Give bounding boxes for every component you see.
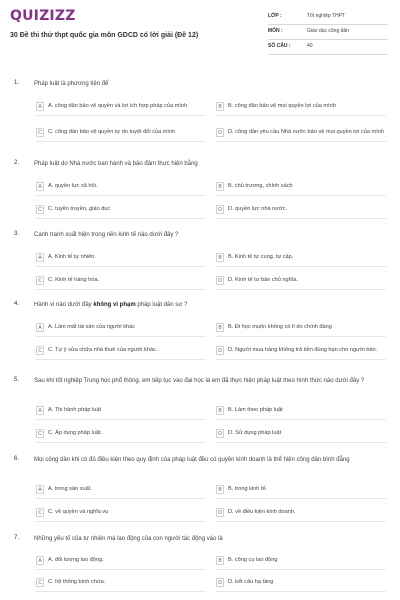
option-letter: B (216, 102, 224, 111)
option-c[interactable] (36, 574, 206, 592)
option-c[interactable] (36, 425, 206, 443)
option-letter: B (216, 182, 224, 191)
option-letter: C (36, 346, 44, 355)
question-number: 7. (14, 535, 20, 541)
meta-value: Giáo dục công dân (307, 28, 349, 34)
option-text: B. công cụ lao động (228, 556, 278, 563)
option-text: A. Thi hành pháp luật (48, 406, 102, 413)
option-c[interactable] (36, 504, 206, 522)
question-text-post: pháp luật dân sự ? (135, 302, 188, 308)
option-letter: C (36, 429, 44, 438)
option-letter: A (36, 253, 44, 262)
option-text: A. trong sản xuất. (48, 485, 92, 492)
meta-label: SỐ CÂU : (268, 43, 291, 49)
option-letter: D (216, 429, 224, 438)
question-header (14, 377, 384, 385)
option-c[interactable] (36, 124, 206, 142)
option-letter: B (216, 253, 224, 262)
option-b[interactable] (216, 319, 386, 337)
option-text: A. công dân bảo vệ quyền và lợi ích hợp pháp của mình (48, 102, 188, 109)
question-number: 2. (14, 160, 20, 166)
option-text: B. Đi học muộn không có lí do chính đáng (228, 323, 332, 330)
option-text: C. Kinh tế hàng hóa. (48, 276, 100, 283)
option-d[interactable] (216, 574, 386, 592)
option-letter: D (216, 205, 224, 214)
option-text: D. Kinh tế tư bản chủ nghĩa. (228, 276, 298, 283)
option-c[interactable] (36, 201, 206, 219)
question-header (14, 160, 384, 168)
question-number: 4. (14, 301, 20, 307)
option-text: A. Làm mất tài sản của người khác (48, 323, 136, 330)
option-letter: B (216, 323, 224, 332)
logo-text: QUIZIZZ (10, 8, 76, 24)
question-text: Cạnh tranh xuất hiện trong nền kinh tế nào dưới đây ? (34, 232, 179, 238)
option-letter: A (36, 485, 44, 494)
option-b[interactable] (216, 552, 386, 570)
option-letter: B (216, 556, 224, 565)
option-letter: D (216, 346, 224, 355)
question-text-pre: Hành vi nào dưới đây (34, 302, 94, 308)
option-text: C. công dân bảo vệ quyền tự do tuyệt đối của mình (48, 128, 176, 135)
option-letter: A (36, 556, 44, 565)
document-title: 30 Đề thi thử thpt quốc gia môn GDCD có lời giải (Đề 12) (10, 32, 199, 39)
option-d[interactable] (216, 124, 386, 142)
option-letter: C (36, 508, 44, 517)
question-text (34, 301, 384, 309)
option-b[interactable] (216, 178, 386, 196)
option-text: D. quyền lực nhà nước. (228, 205, 288, 212)
option-text: D. kết cấu hạ tầng (228, 578, 274, 585)
meta-panel (268, 10, 388, 55)
option-text: D. Sử dụng pháp luật (228, 429, 282, 436)
question-number: 6. (14, 456, 20, 462)
page-header (0, 0, 400, 62)
option-b[interactable] (216, 249, 386, 267)
option-text: C. hệ thống bình chứa. (48, 578, 106, 585)
question-text: Sau khi tốt nghiệp Trung học phổ thông, em tiếp tục vào đại học là em đã thực hiện pháp luật theo hình thức nào dưới đây ? (34, 378, 365, 384)
question-header (14, 80, 384, 88)
option-letter: C (36, 128, 44, 137)
option-b[interactable] (216, 98, 386, 116)
question-text-emphasis: không vi phạm (93, 302, 136, 308)
meta-label: MÔN : (268, 28, 283, 34)
question-header (14, 535, 384, 543)
option-text: C. tuyên truyền, giáo dục (48, 205, 111, 212)
question-number: 1. (14, 80, 20, 86)
option-text: B. Làm theo pháp luật (228, 406, 283, 413)
option-d[interactable] (216, 504, 386, 522)
option-text: B. Kinh tế tự cung, tự cấp. (228, 253, 294, 260)
option-text: C. về quyền và nghĩa vụ (48, 508, 109, 515)
meta-row-class (268, 10, 388, 25)
option-letter: A (36, 406, 44, 415)
option-letter: D (216, 276, 224, 285)
option-a[interactable] (36, 98, 206, 116)
question-header (14, 301, 384, 309)
question-number: 5. (14, 377, 20, 383)
option-text: D. Người mua hàng không trả tiền đúng hạn cho người bán. (228, 346, 378, 353)
option-a[interactable] (36, 402, 206, 420)
question-header (14, 456, 384, 464)
option-letter: A (36, 102, 44, 111)
meta-label: LỚP : (268, 13, 282, 19)
question-text: Những yếu tố của tự nhiên mà lao động của con người tác động vào là (34, 536, 223, 542)
option-text: C. Áp dụng pháp luật. (48, 429, 103, 436)
option-letter: B (216, 406, 224, 415)
option-letter: A (36, 182, 44, 191)
option-a[interactable] (36, 552, 206, 570)
option-a[interactable] (36, 319, 206, 337)
option-d[interactable] (216, 342, 386, 360)
option-letter: C (36, 276, 44, 285)
option-text: B. trong kinh tế. (228, 485, 268, 492)
option-letter: A (36, 323, 44, 332)
option-letter: B (216, 485, 224, 494)
option-c[interactable] (36, 342, 206, 360)
option-letter: C (36, 205, 44, 214)
question-text: Mọi công dân khi có đủ điều kiện theo quy định của pháp luật đều có quyền kinh doanh là thể hiện công dân bình đẳng (34, 457, 350, 463)
meta-row-subject (268, 25, 388, 40)
question-text: Pháp luật là phương tiện để (34, 81, 109, 87)
option-text: C. Tự ý sửa chữa nhà thuê của người khác. (48, 346, 158, 353)
meta-row-count (268, 40, 388, 55)
option-a[interactable] (36, 178, 206, 196)
question-number: 3. (14, 231, 20, 237)
option-text: B. công dân bảo vệ mọi quyền lợi của mình (228, 102, 336, 109)
option-text: A. đối tượng lao động. (48, 556, 104, 563)
option-text: A. Kinh tế tự nhiên. (48, 253, 96, 260)
quizizz-logo (10, 8, 76, 24)
option-a[interactable] (36, 481, 206, 499)
option-a[interactable] (36, 249, 206, 267)
option-b[interactable] (216, 402, 386, 420)
option-letter: D (216, 578, 224, 587)
option-text: A. quyền lực xã hội. (48, 182, 98, 189)
question-text: Pháp luật do Nhà nước ban hành và bảo đảm thực hiện bằng (34, 161, 198, 167)
option-text: D. công dân yêu cầu Nhà nước bảo vệ mọi quyền lợi của mình (228, 128, 384, 135)
option-d[interactable] (216, 272, 386, 290)
option-text: B. chủ trương, chính sách (228, 182, 293, 189)
question-header (14, 231, 384, 239)
option-b[interactable] (216, 481, 386, 499)
option-letter: C (36, 578, 44, 587)
option-d[interactable] (216, 425, 386, 443)
option-letter: D (216, 508, 224, 517)
option-text: D. về điều kiện kinh doanh. (228, 508, 296, 515)
option-letter: D (216, 128, 224, 137)
meta-value: Tốt nghiệp THPT (307, 13, 345, 19)
option-d[interactable] (216, 201, 386, 219)
meta-value: 40 (307, 43, 313, 49)
option-c[interactable] (36, 272, 206, 290)
